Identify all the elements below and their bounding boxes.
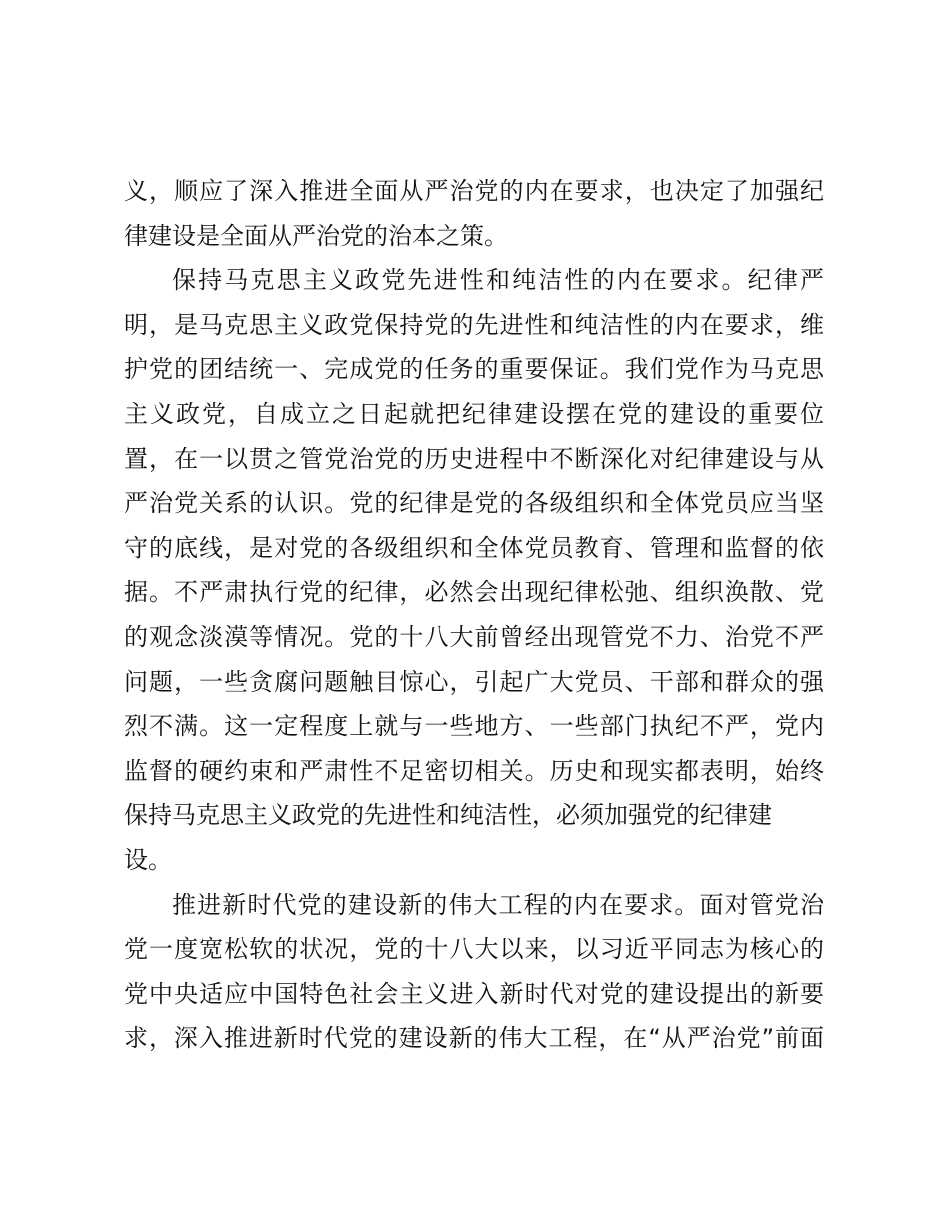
text-line: 据。不严肃执行党的纪律，必然会出现纪律松弛、组织涣散、党 [124, 578, 824, 607]
text-line: 主义政党，自成立之日起就把纪律建设摆在党的建设的重要位 [124, 399, 824, 428]
text-line: 保持马克思主义政党的先进性和纯洁性，必须加强党的纪律建 [124, 801, 772, 830]
document-body [124, 169, 824, 1061]
text-line: 监督的硬约束和严肃性不足密切相关。历史和现实都表明，始终 [124, 756, 824, 785]
text-line: 烈不满。这一定程度上就与一些地方、一些部门执纪不严，党内 [124, 712, 824, 741]
text-line: 义，顺应了深入推进全面从严治党的内在要求，也决定了加强纪 [124, 177, 824, 205]
text-line: 置，在一以贯之管党治党的历史进程中不断深化对纪律建设与从 [124, 444, 824, 473]
text-line: 护党的团结统一、完成党的任务的重要保证。我们党作为马克思 [124, 355, 824, 384]
paragraph-1 [124, 169, 824, 258]
text-line: 问题，一些贪腐问题触目惊心，引起广大党员、干部和群众的强 [124, 667, 824, 696]
text-line: 明，是马克思主义政党保持党的先进性和纯洁性的内在要求，维 [124, 310, 824, 339]
paragraph-2 [124, 258, 824, 882]
text-line: 的观念淡漠等情况。党的十八大前曾经出现管党不力、治党不严 [124, 622, 824, 651]
text-line: 严治党关系的认识。党的纪律是党的各级组织和全体党员应当坚 [124, 489, 824, 518]
text-line: 求，深入推进新时代党的建设新的伟大工程，在“从严治党”前面 [124, 1024, 824, 1053]
text-line: 推进新时代党的建设新的伟大工程的内在要求。面对管党治 [172, 890, 824, 919]
text-line: 党一度宽松软的状况，党的十八大以来，以习近平同志为核心的 [124, 935, 824, 964]
text-line: 党中央适应中国特色社会主义进入新时代对党的建设提出的新要 [124, 979, 824, 1008]
paragraph-3 [124, 883, 824, 1061]
text-line: 设。 [124, 845, 172, 874]
text-line: 律建设是全面从严治党的治本之策。 [124, 221, 508, 250]
text-line: 保持马克思主义政党先进性和纯洁性的内在要求。纪律严 [172, 266, 824, 295]
text-line: 守的底线，是对党的各级组织和全体党员教育、管理和监督的依 [124, 533, 824, 562]
